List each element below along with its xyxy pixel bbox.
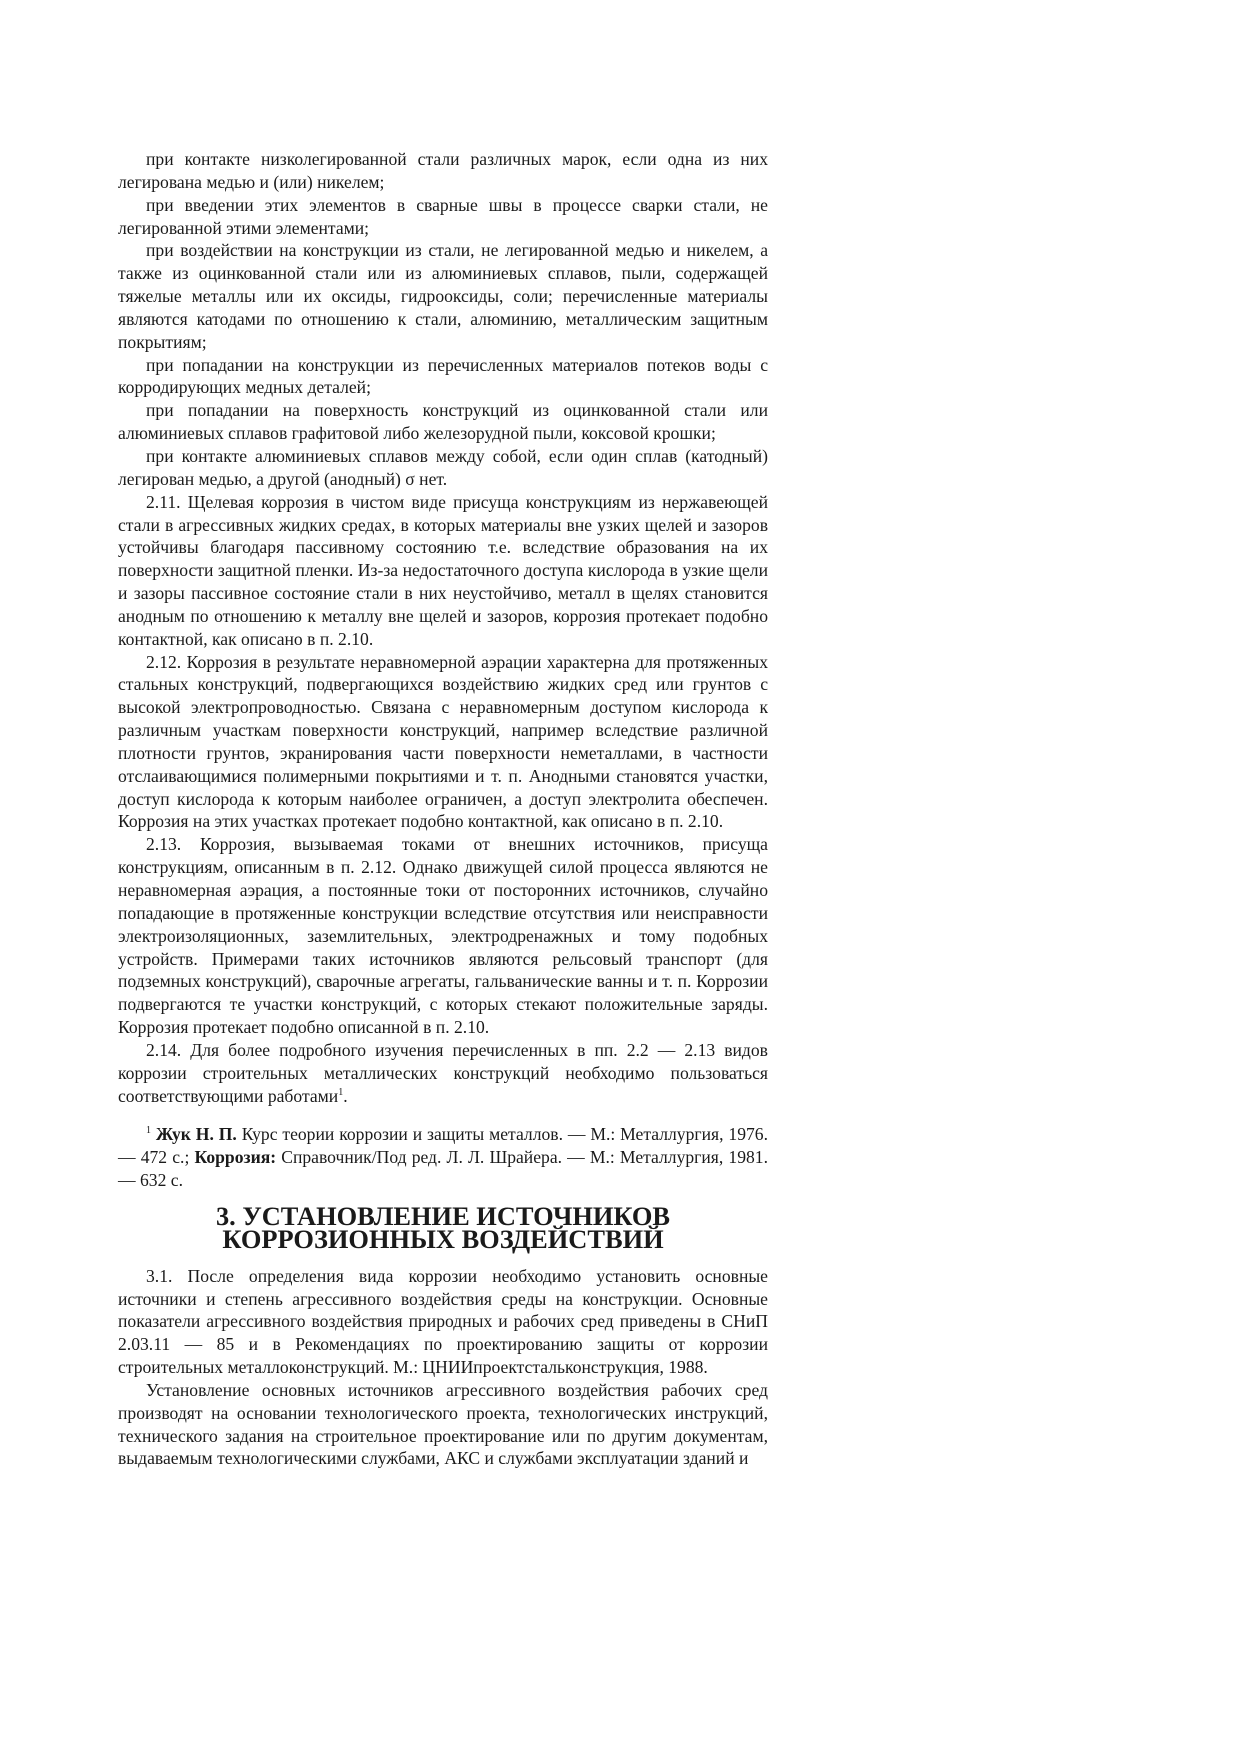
paragraph-2-14-end: . bbox=[343, 1085, 348, 1106]
paragraph-2-14 bbox=[118, 1039, 768, 1108]
paragraph-graphite-dust: при попадании на поверхность конструкций из оцинкованной стали или алюминиевых сплавов графитовой либо железорудной пыли, коксовой крошки; bbox=[118, 400, 768, 444]
footnote-author-1: Жук Н. П. bbox=[155, 1124, 237, 1145]
footnote-mark: 1 bbox=[146, 1125, 151, 1137]
paragraph-3-1: 3.1. После определения вида коррозии необходимо установить основные источники и степень агрессивного воздействия среды на конструкции. Основные показатели агрессивного воздействия природных и рабочих сред приведены в СНиП 2.03.11 — 85 и в Рекомендациях по проектированию защиты от коррозии строительных металлоконструкций. М.: ЦНИИпроектстальконструкция, 1988. bbox=[118, 1265, 768, 1378]
paragraph-aluminium-alloys: при контакте алюминиевых сплавов между собой, если один сплав (катодный) легирован медью, а другой (анодный) σ нет. bbox=[118, 445, 768, 489]
paragraph-2-14-text: 2.14. Для более подробного изучения перечисленных в пп. 2.2 — 2.13 видов коррозии строительных металлических конструкций необходимо пользоваться соответствующими работами bbox=[118, 1039, 768, 1106]
footnote bbox=[118, 1123, 768, 1192]
document-page bbox=[118, 148, 768, 1470]
paragraph-2-12: 2.12. Коррозия в результате неравномерной аэрации характерна для протяженных стальных конструкций, подвергающихся воздействию жидких сред или грунтов с высокой электропроводностью. Связана с неравномерным доступом кислорода к различным участкам поверхности конструкций, например вследствие различной плотности грунтов, экранирования части поверхности неметаллами, в частности отслаивающимися полимерными покрытиями и т. п. Анодными становятся участки, доступ кислорода к которым наиболее ограничен, а доступ электролита обеспечен. Коррозия на этих участках протекает подобно контактной, как описано в п. 2.10. bbox=[118, 651, 768, 832]
footnote-author-2: Коррозия: bbox=[194, 1147, 277, 1168]
section-heading: 3. УСТАНОВЛЕНИЕ ИСТОЧНИКОВ КОРРОЗИОННЫХ ВОЗДЕЙСТВИЙ bbox=[215, 1200, 671, 1254]
footnote-text-1: Курс теории коррозии и защиты металлов. — М.: Металлургия, 1976. — 472 с.; bbox=[118, 1124, 768, 1168]
paragraph-2-13: 2.13. Коррозия, вызываемая токами от внешних источников, присуща конструкциям, описанным в п. 2.12. Однако движущей силой процесса являются не неравномерная аэрация, а постоянные токи от посторонних источников, случайно попадающие в протяженные конструкции вследствие отсутствия или неисправности электроизоляционных, заземлительных, электродренажных и тому подобных устройств. Примерами таких источников являются рельсовый транспорт (для подземных конструкций), сварочные агрегаты, гальванические ванны и т. п. Коррозии подвергаются те участки конструкций, с которых стекают положительные заряды. Коррозия протекает подобно описанной в п. 2.10. bbox=[118, 834, 768, 1038]
paragraph-2-11: 2.11. Щелевая коррозия в чистом виде присуща конструкциям из нержавеющей стали в агрессивных жидких средах, в которых материалы вне узких щелей и зазоров устойчивы благодаря пассивному состоянию т.е. вследствие образования на их поверхности защитной пленки. Из-за недостаточного доступа кислорода в узкие щели и зазоры пассивное состояние стали в них неустойчиво, металл в щелях становится анодным по отношению к металлу вне щелей и зазоров, коррозия протекает подобно контактной, как описано в п. 2.10. bbox=[118, 491, 768, 649]
paragraph-welds: при введении этих элементов в сварные швы в процессе сварки стали, не легированной этими элементами; bbox=[118, 194, 768, 238]
paragraph-sources: Установление основных источников агрессивного воздействия рабочих сред производят на основании технологического проекта, технологических инструкций, технического задания на строительное проектирование или по другим документам, выдаваемым технологическими службами, АКС и службами эксплуатации зданий и bbox=[118, 1379, 768, 1469]
footnote-reference[interactable]: 1 bbox=[338, 1086, 344, 1098]
footnote-text-2: Справочник/Под ред. Л. Л. Шрайера. — М.: Металлургия, 1981. — 632 с. bbox=[118, 1147, 768, 1191]
paragraph-low-alloy-contact: при контакте низколегированной стали различных марок, если одна из них легирована медью и (или) никелем; bbox=[118, 149, 768, 192]
paragraph-copper-drips: при попадании на конструкции из перечисленных материалов потеков воды с корродирующих медных деталей; bbox=[118, 354, 768, 398]
paragraph-dust-exposure: при воздействии на конструкции из стали, не легированной медью и никелем, а также из оцинкованной стали или из алюминиевых сплавов, пыли, содержащей тяжелые металлы или их оксиды, гидрооксиды, соли; перечисленные материалы являются катодами по отношению к стали, алюминию, металлическим защитным покрытиям; bbox=[118, 240, 768, 352]
